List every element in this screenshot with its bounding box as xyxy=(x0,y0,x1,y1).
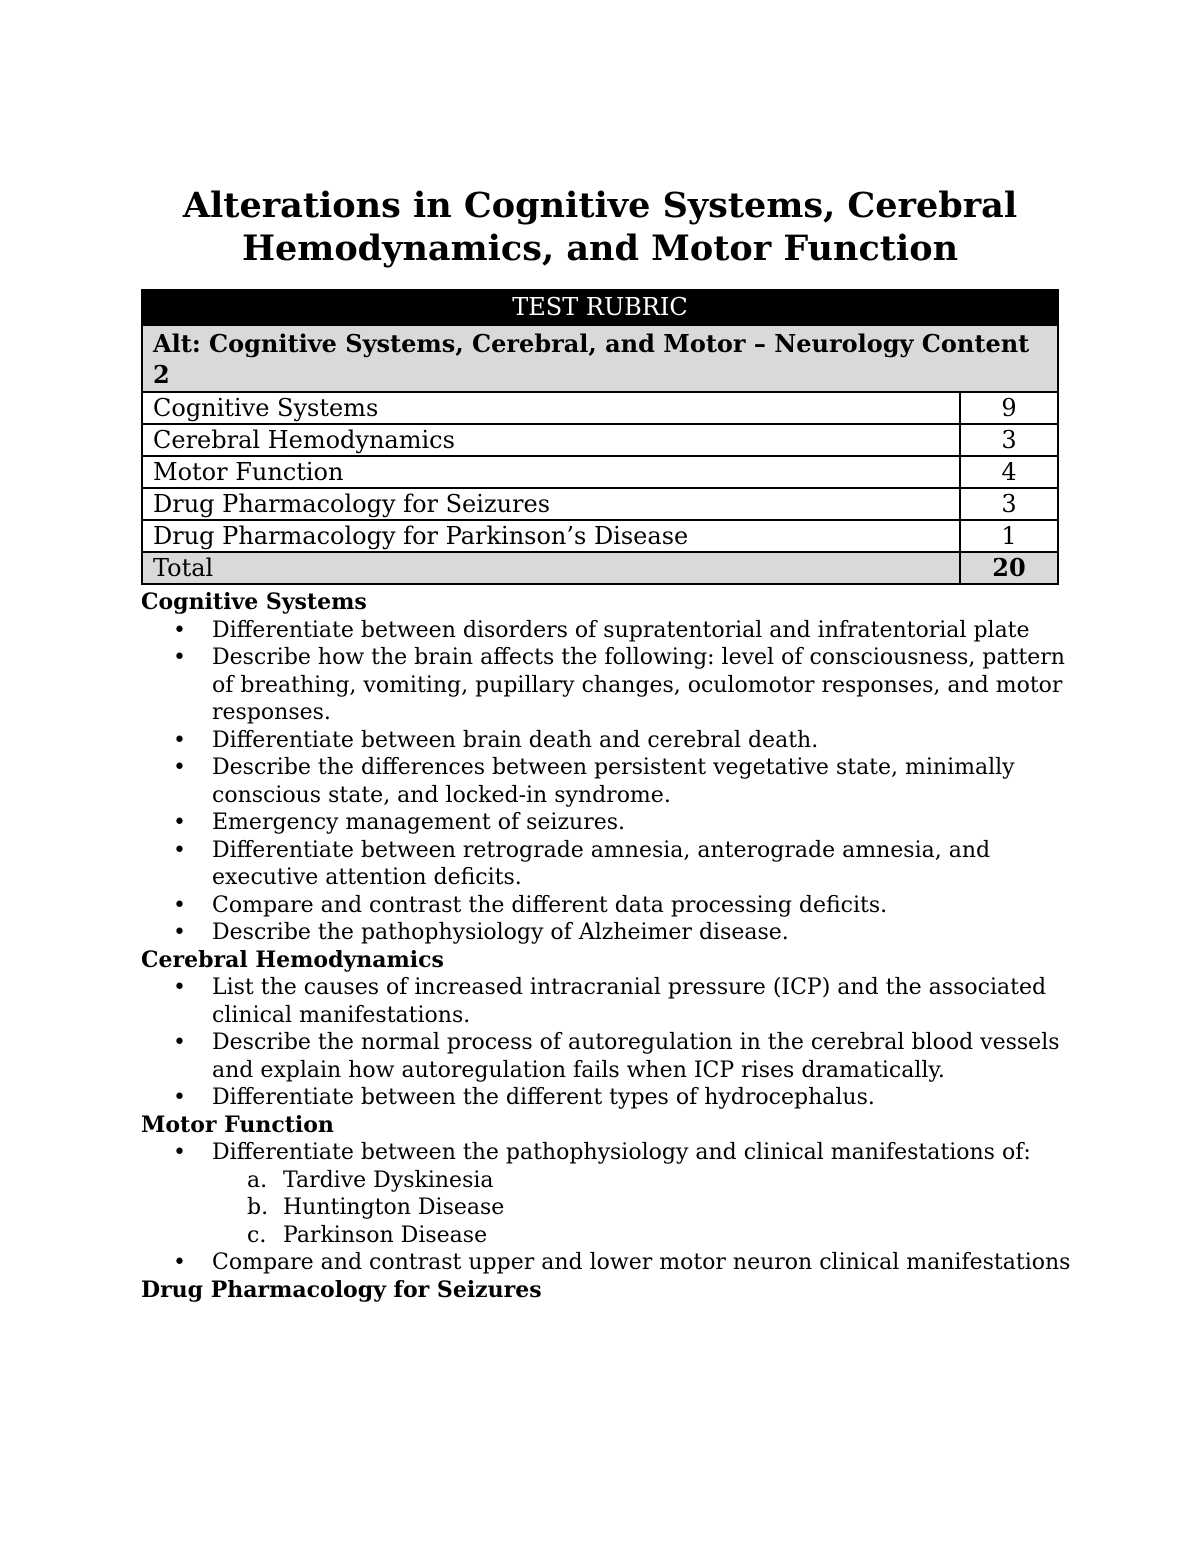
row-count: 1 xyxy=(960,520,1058,552)
sublist-item xyxy=(212,1167,1071,1195)
list-item: • Compare and contrast upper and lower motor neuron clinical manifestations xyxy=(141,1249,1071,1277)
sublist-marker: a. xyxy=(247,1167,268,1193)
total-count: 20 xyxy=(960,552,1058,584)
list-item: • Differentiate between retrograde amnesia, anterograde amnesia, and executive attention deficits. xyxy=(141,837,1071,892)
sublist-item xyxy=(212,1222,1071,1250)
document-title: Alterations in Cognitive Systems, Cerebral Hemodynamics, and Motor Function xyxy=(182,185,1018,269)
section-heading-cerebral-hemodynamics: Cerebral Hemodynamics xyxy=(141,946,444,973)
total-row xyxy=(142,552,1058,584)
sublist-marker: c. xyxy=(247,1222,267,1248)
motor-function-list xyxy=(141,1139,1071,1277)
list-item: • Differentiate between the different types of hydrocephalus. xyxy=(141,1084,1071,1112)
cerebral-hemodynamics-list xyxy=(141,974,1071,1112)
row-count: 3 xyxy=(960,488,1058,520)
sublist-item-text: Tardive Dyskinesia xyxy=(283,1167,494,1193)
list-item: • List the causes of increased intracranial pressure (ICP) and the associated clinical manifestations. xyxy=(141,974,1071,1029)
sublist-item-text: Parkinson Disease xyxy=(283,1222,488,1248)
list-item: • Describe the pathophysiology of Alzheimer disease. xyxy=(141,919,1071,947)
table-row xyxy=(142,392,1058,424)
row-label: Drug Pharmacology for Seizures xyxy=(142,488,960,520)
list-item-text: Differentiate between the pathophysiology and clinical manifestations of: xyxy=(212,1140,1031,1165)
rubric-subheader: Alt: Cognitive Systems, Cerebral, and Motor – Neurology Content 2 xyxy=(142,325,1058,392)
section-heading-motor-function: Motor Function xyxy=(141,1111,334,1138)
list-item: • Emergency management of seizures. xyxy=(141,809,1071,837)
row-count: 9 xyxy=(960,392,1058,424)
list-item: • Describe the differences between persistent vegetative state, minimally conscious state, and locked-in syndrome. xyxy=(141,754,1071,809)
rubric-subheader-row xyxy=(142,325,1058,392)
row-count: 3 xyxy=(960,424,1058,456)
rubric-header: TEST RUBRIC xyxy=(142,290,1058,325)
list-item: • Describe the normal process of autoregulation in the cerebral blood vessels and explain how autoregulation fails when ICP rises dramatically. xyxy=(141,1029,1071,1084)
test-rubric-table xyxy=(141,289,1059,585)
table-row xyxy=(142,424,1058,456)
row-label: Cerebral Hemodynamics xyxy=(142,424,960,456)
table-row xyxy=(142,488,1058,520)
list-item: • Compare and contrast the different data processing deficits. xyxy=(141,892,1071,920)
motor-disorders-sublist xyxy=(212,1167,1071,1250)
table-row xyxy=(142,520,1058,552)
sublist-item-text: Huntington Disease xyxy=(283,1195,505,1220)
sublist-marker: b. xyxy=(247,1195,269,1220)
sublist-item xyxy=(212,1194,1071,1222)
rubric-header-row xyxy=(142,290,1058,325)
row-label: Cognitive Systems xyxy=(142,392,960,424)
section-heading-drug-pharmacology-seizures: Drug Pharmacology for Seizures xyxy=(141,1276,542,1303)
row-label: Motor Function xyxy=(142,456,960,488)
list-item xyxy=(141,1139,1071,1249)
total-label: Total xyxy=(142,552,960,584)
list-item: • Differentiate between disorders of supratentorial and infratentorial plate xyxy=(141,617,1071,645)
section-heading-cognitive-systems: Cognitive Systems xyxy=(141,589,367,615)
list-item: • Differentiate between brain death and cerebral death. xyxy=(141,727,1071,755)
list-item: • Describe how the brain affects the following: level of consciousness, pattern of breathing, vomiting, pupillary changes, oculomotor responses, and motor responses. xyxy=(141,644,1071,727)
row-count: 4 xyxy=(960,456,1058,488)
row-label: Drug Pharmacology for Parkinson’s Disease xyxy=(142,520,960,552)
cognitive-systems-list xyxy=(141,617,1071,947)
table-row xyxy=(142,456,1058,488)
objectives-outline xyxy=(141,589,1071,1304)
